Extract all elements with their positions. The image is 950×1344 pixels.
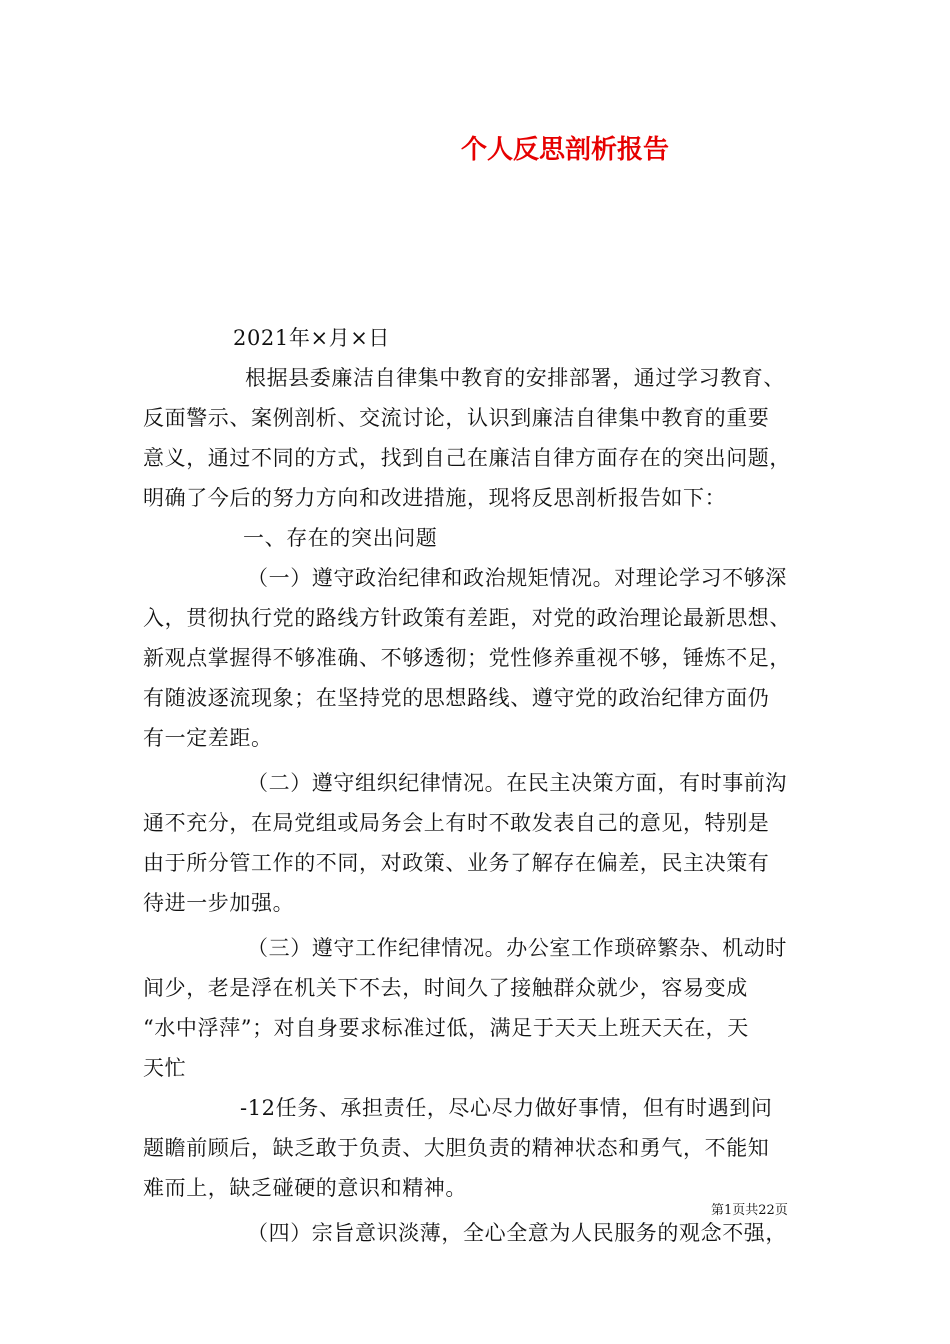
section-heading: 一、存在的突出问题 bbox=[243, 526, 438, 550]
paragraph-line: （一）遵守政治纪律和政治规矩情况。对理论学习不够深 bbox=[247, 566, 787, 590]
paragraph-line: “水中浮萍”；对自身要求标准过低，满足于天天上班天天在，天 bbox=[143, 1016, 749, 1040]
paragraph-line: 由于所分管工作的不同，对政策、业务了解存在偏差，民主决策有 bbox=[143, 851, 770, 875]
page-number: 第1页共22页 bbox=[711, 1203, 788, 1218]
paragraph-line: （四）宗旨意识淡薄，全心全意为人民服务的观念不强， bbox=[247, 1221, 787, 1245]
paragraph-line: 明确了今后的努力方向和改进措施，现将反思剖析报告如下： bbox=[143, 486, 727, 510]
paragraph-line: 通不充分，在局党组或局务会上有时不敢发表自己的意见，特别是 bbox=[143, 811, 770, 835]
paragraph-line: （二）遵守组织纪律情况。在民主决策方面，有时事前沟 bbox=[247, 771, 787, 795]
paragraph-line: 间少，老是浮在机关下不去，时间久了接触群众就少，容易变成 bbox=[143, 976, 748, 1000]
paragraph-line: 根据县委廉洁自律集中教育的安排部署，通过学习教育、 bbox=[245, 366, 785, 390]
paragraph-line: 有随波逐流现象；在坚持党的思想路线、遵守党的政治纪律方面仍 bbox=[143, 686, 770, 710]
document-title: 个人反思剖析报告 bbox=[460, 135, 669, 165]
paragraph-line: -12任务、承担责任，尽心尽力做好事情，但有时遇到问 bbox=[240, 1096, 773, 1120]
paragraph-line: 入，贯彻执行党的路线方针政策有差距，对党的政治理论最新思想、 bbox=[143, 606, 791, 630]
paragraph-line: 意义，通过不同的方式，找到自己在廉洁自律方面存在的突出问题， bbox=[143, 446, 791, 470]
paragraph-line: 反面警示、案例剖析、交流讨论，认识到廉洁自律集中教育的重要 bbox=[143, 406, 770, 430]
paragraph-line: 题瞻前顾后，缺乏敢于负责、大胆负责的精神状态和勇气，不能知 bbox=[143, 1136, 770, 1160]
paragraph-line: （三）遵守工作纪律情况。办公室工作琐碎繁杂、机动时 bbox=[247, 936, 787, 960]
paragraph-line: 天忙 bbox=[143, 1056, 187, 1080]
paragraph-line: 新观点掌握得不够准确、不够透彻；党性修养重视不够，锤炼不足， bbox=[143, 646, 791, 670]
document-body bbox=[143, 318, 825, 1253]
document-date: 2021年×月×日 bbox=[233, 326, 391, 350]
paragraph-line: 有一定差距。 bbox=[143, 726, 273, 750]
paragraph-line: 难而上，缺乏碰硬的意识和精神。 bbox=[143, 1176, 467, 1200]
paragraph-line: 待进一步加强。 bbox=[143, 891, 295, 915]
